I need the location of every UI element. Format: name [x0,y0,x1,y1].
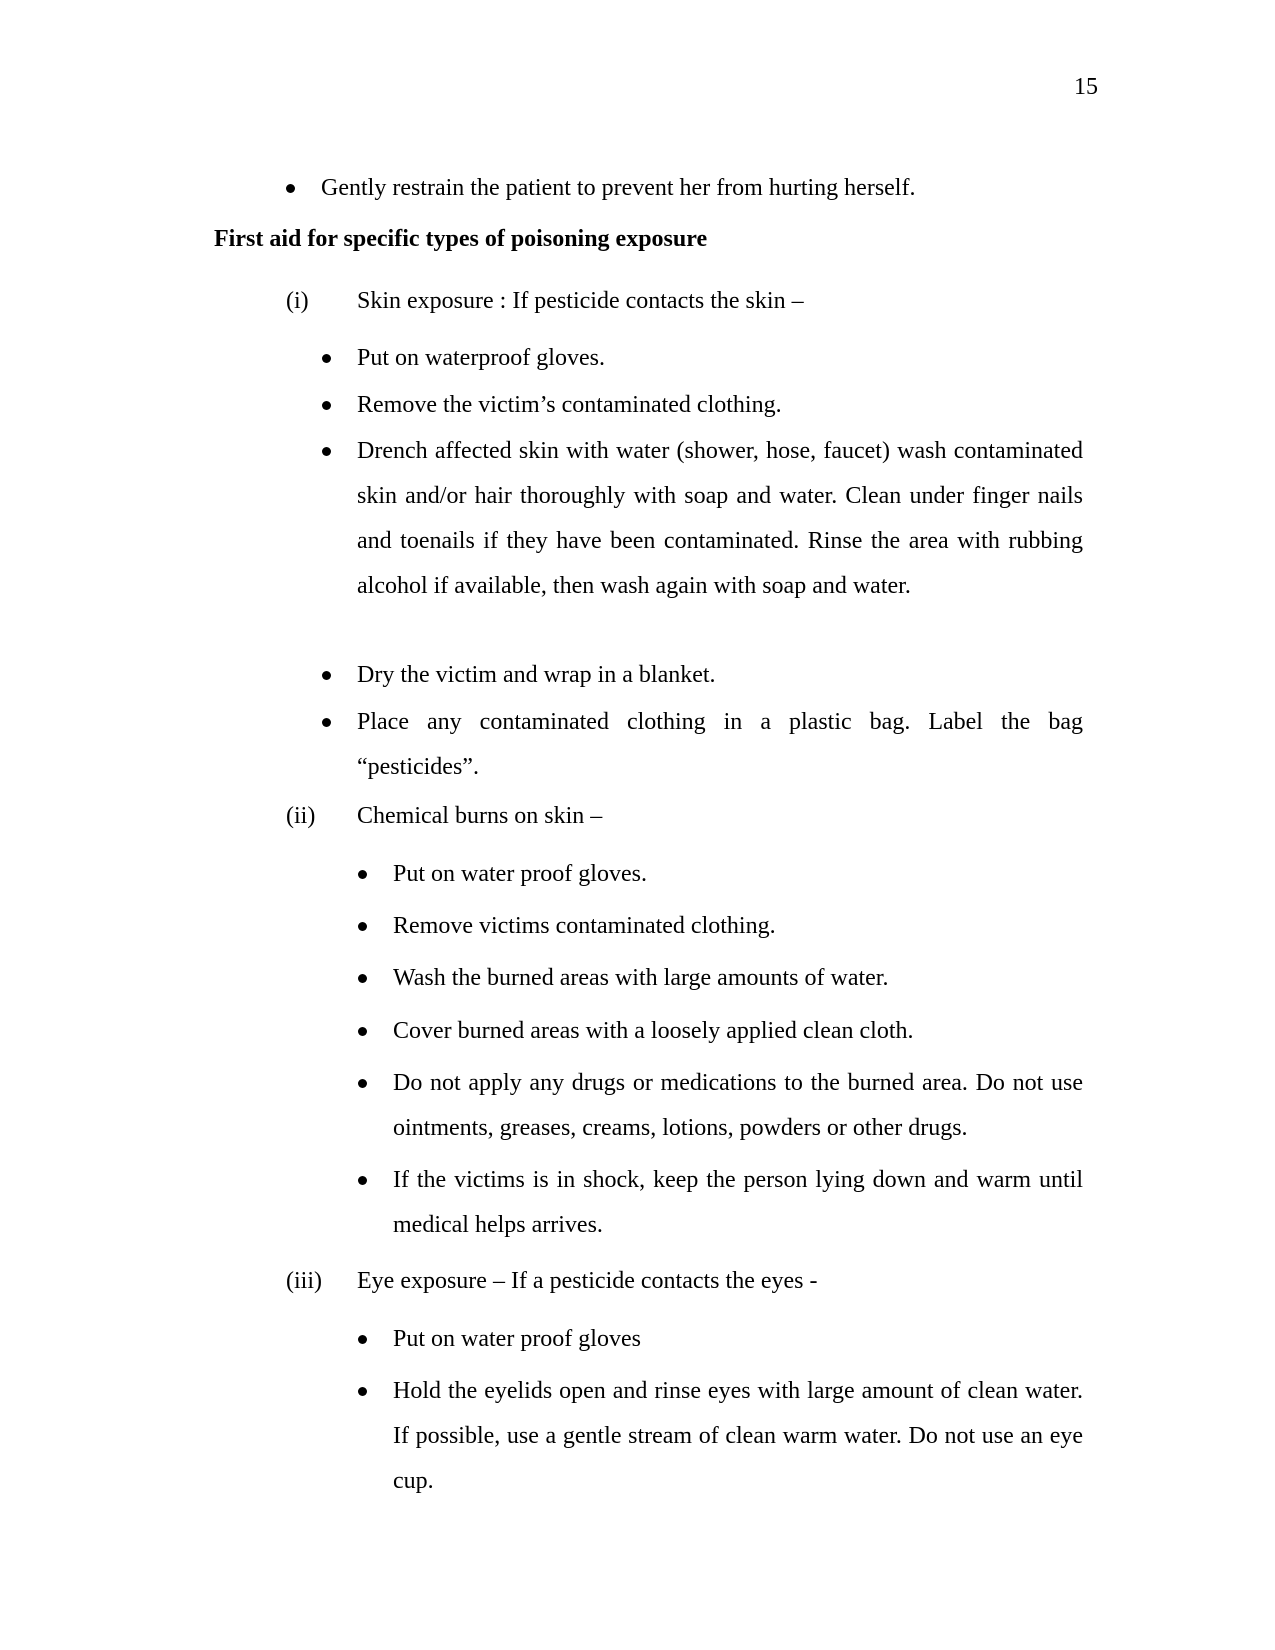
section-numeral: (ii) [286,803,316,829]
bullet-icon [322,718,331,727]
bullet-text: Gently restrain the patient to prevent her from hurting herself. [321,175,916,201]
bullet-text: Put on water proof gloves [393,1326,641,1352]
section-title: Chemical burns on skin – [357,803,603,829]
bullet-text: Drench affected skin with water (shower, hose, faucet) wash contaminated skin and/or hair thoroughly with soap and water. Clean under finger nails and toenails if they have been contaminated. Rinse the area with rubbing alcohol if available, then wash again with soap and water. [357,438,1083,599]
bullet-text: Cover burned areas with a loosely applied clean cloth. [393,1018,914,1044]
bullet-text: Place any contaminated clothing in a plastic bag. Label the bag “pesticides”. [357,709,1083,780]
section-title: Skin exposure : If pesticide contacts the skin – [357,288,804,314]
bullet-icon [358,1387,367,1396]
bullet-icon [322,671,331,680]
bullet-icon [358,1079,367,1088]
bullet-icon [322,354,331,363]
bullet-icon [358,870,367,879]
section-numeral: (iii) [286,1268,322,1294]
bullet-text: Hold the eyelids open and rinse eyes with large amount of clean water. If possible, use a gentle stream of clean warm water. Do not use an eye cup. [393,1378,1083,1494]
section-title: Eye exposure – If a pesticide contacts the eyes - [357,1268,818,1294]
bullet-text: Dry the victim and wrap in a blanket. [357,662,716,688]
bullet-text: Remove victims contaminated clothing. [393,913,776,939]
section-heading: First aid for specific types of poisoning exposure [214,226,708,252]
bullet-text: Wash the burned areas with large amounts of water. [393,965,889,991]
bullet-icon [322,447,331,456]
section-numeral: (i) [286,288,309,314]
bullet-text: Remove the victim’s contaminated clothing. [357,392,782,418]
bullet-text: Do not apply any drugs or medications to the burned area. Do not use ointments, greases, creams, lotions, powders or other drugs. [393,1070,1083,1141]
bullet-text: Put on water proof gloves. [393,861,647,887]
bullet-icon [322,401,331,410]
bullet-text: Put on waterproof gloves. [357,345,605,371]
bullet-icon [358,974,367,983]
bullet-icon [358,1176,367,1185]
bullet-icon [358,1027,367,1036]
bullet-icon [286,184,295,193]
bullet-text: If the victims is in shock, keep the person lying down and warm until medical helps arrives. [393,1167,1083,1238]
bullet-icon [358,922,367,931]
bullet-icon [358,1335,367,1344]
page-number: 15 [1074,74,1098,100]
